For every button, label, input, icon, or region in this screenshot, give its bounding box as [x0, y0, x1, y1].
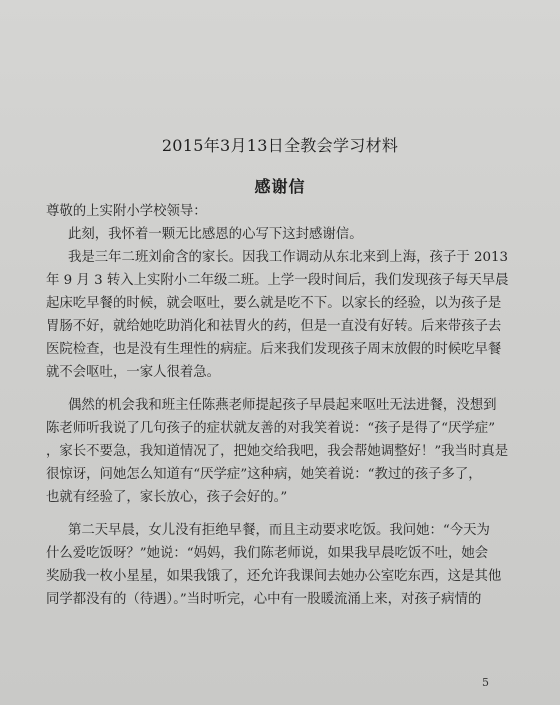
letter-heading: 感谢信: [254, 177, 306, 196]
paragraph-gap: [46, 384, 516, 394]
text-line: 陈老师听我说了几句孩子的症状就友善的对我笑着说：“孩子是得了“厌学症”: [46, 421, 496, 436]
text-line: 第二天早晨，女儿没有拒绝早餐，而且主动要求吃饭。我问她：“今天为: [68, 523, 490, 538]
text-line: 同学都没有的（待遇）。”当时听完，心中有一股暖流涌上来，对孩子病情的: [46, 592, 482, 607]
text-line: 很惊讶，问她怎么知道有“厌学症”这种病，她笑着说：“教过的孩子多了，: [46, 467, 482, 482]
letter-body: [46, 200, 516, 611]
text-line: 年 9 月 3 转入上实附小二年级二班。上学一段时间后，我们发现孩子每天早晨: [46, 273, 509, 288]
salutation: 尊敬的上实附小学校领导：: [46, 204, 207, 219]
text-line: 胃肠不好，就给她吃助消化和祛胃火的药，但是一直没有好转。后来带孩子去: [46, 319, 502, 334]
paragraph: [46, 519, 516, 611]
text-line: 起床吃早餐的时候，就会呕吐，要么就是吃不下。以家长的经验，以为孩子是: [46, 296, 502, 311]
text-line: 此刻，我怀着一颗无比感恩的心写下这封感谢信。: [68, 227, 363, 242]
page-number: 5: [482, 676, 489, 689]
paragraph: [46, 394, 516, 509]
document-title: 2015年3月13日全教会学习材料: [161, 136, 399, 155]
text-line: 也就有经验了，家长放心，孩子会好的。”: [46, 490, 288, 505]
text-line: 我是三年二班刘俞含的家长。因我工作调动从东北来到上海，孩子于 2013: [68, 250, 509, 265]
paragraph: [46, 246, 516, 384]
text-line: 奖励我一枚小星星，如果我饿了，还允许我课间去她办公室吃东西，这是其他: [46, 569, 502, 584]
text-line: 就不会呕吐，一家人很着急。: [46, 365, 221, 380]
text-line: 医院检查，也是没有生理性的病症。后来我们发现孩子周末放假的时候吃早餐: [46, 342, 502, 357]
text-line: 什么爱吃饭呀？”她说：“妈妈，我们陈老师说，如果我早晨吃饭不吐，她会: [46, 546, 489, 561]
paragraph: [46, 223, 516, 246]
text-line: ，家长不要急，我知道情况了，把她交给我吧，我会帮她调整好！”我当时真是: [46, 444, 509, 459]
text-line: 偶然的机会我和班主任陈燕老师提起孩子早晨起来呕吐无法进餐，没想到: [68, 398, 497, 413]
paragraph-list: [46, 223, 516, 611]
paragraph-gap: [46, 509, 516, 519]
